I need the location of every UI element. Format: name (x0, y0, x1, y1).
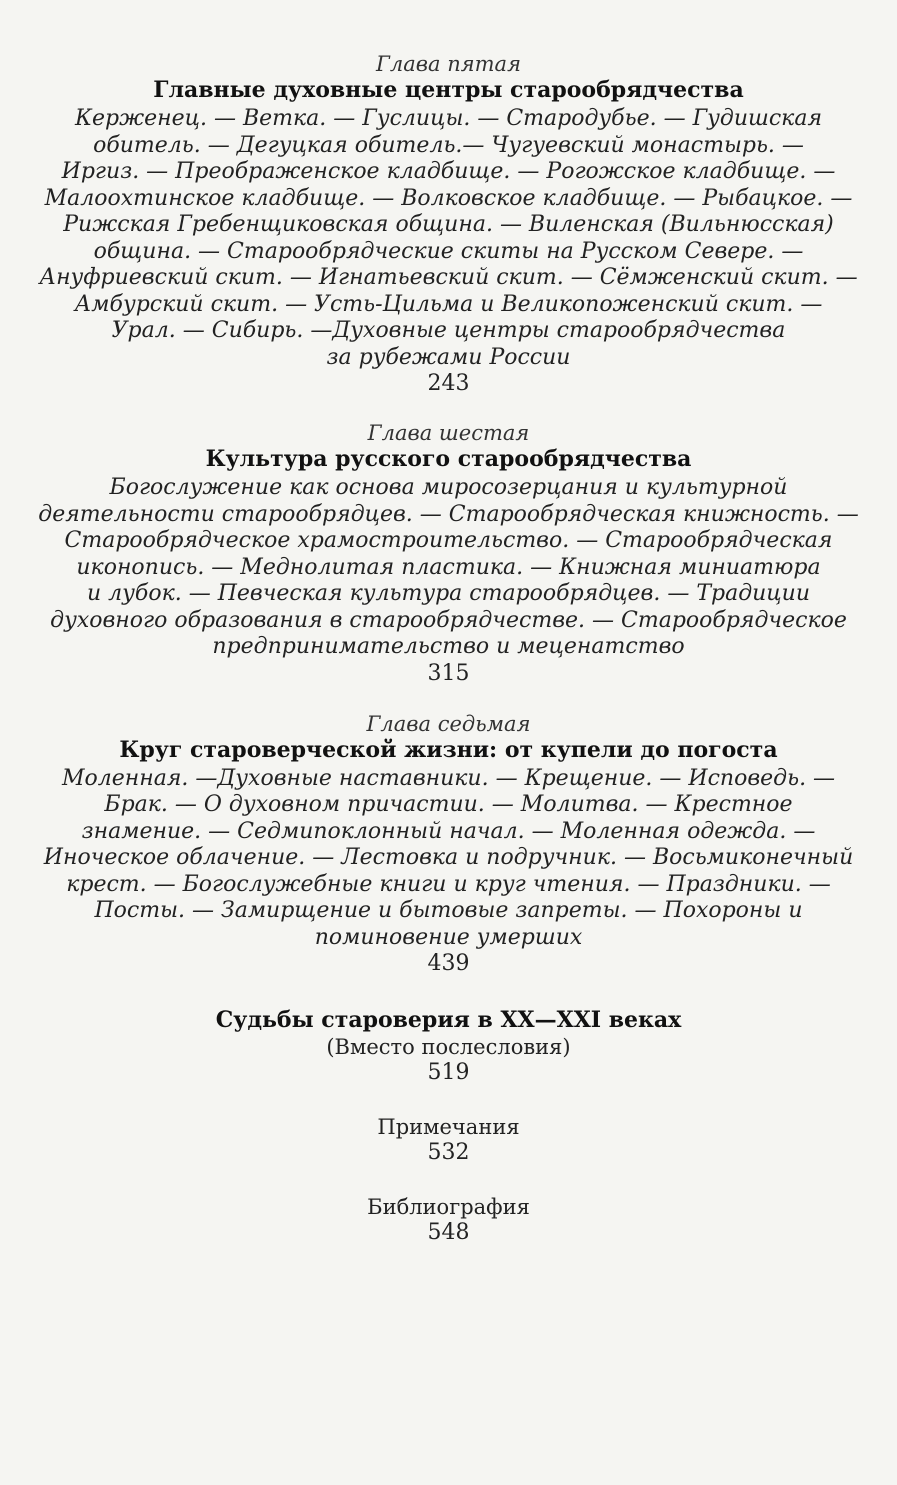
contents-line: Амбурский скит. — Усть-Цильма и Великопоженский скит. — (74, 291, 823, 317)
contents-line: община. — Старообрядческие скиты на Русском Севере. — (93, 238, 804, 264)
contents-line: Брак. — О духовном причастии. — Молитва. — Крестное (104, 792, 793, 817)
contents-line: Ануфриевский скит. — Игнатьевский скит. — Сёмженский скит. — (39, 265, 858, 290)
page-number: 548 (427, 1220, 470, 1245)
chapter-title: Главные духовные центры старообрядчества (153, 77, 744, 103)
contents-line: Старообрядческое храмостроительство. — Старообрядческая (64, 528, 833, 553)
contents-line: крест. — Богослужебные книги и круг чтения. — Праздники. — (66, 871, 831, 897)
chapter-contents (0, 475, 897, 661)
toc-chapter-6 (0, 421, 897, 687)
contents-line: Богослужение как основа миросозерцания и культурной (109, 475, 788, 500)
page-number: 243 (427, 371, 470, 396)
contents-line: поминовение умерших (314, 924, 583, 950)
contents-line: Моленная. —Духовные наставники. — Крещение. — Исповедь. — (61, 765, 836, 791)
page-number: 519 (427, 1060, 470, 1085)
contents-line: деятельности старообрядцев. — Старообрядческая книжность. — (38, 501, 859, 527)
page-number: 315 (427, 660, 470, 686)
contents-line: обитель. — Дегуцкая обитель.— Чугуевский монастырь. — (93, 132, 804, 158)
contents-line: Иноческое облачение. — Лестовка и подручник. — Восьмиконечный (43, 845, 854, 870)
contents-line: Малоохтинское кладбище. — Волковское кладбище. — Рыбацкое. — (44, 185, 853, 211)
contents-line: Урал. — Сибирь. —Духовные центры старообрядчества (111, 318, 786, 343)
contents-line: иконопись. — Меднолитая пластика. — Книжная миниатюра (76, 554, 821, 580)
contents-line: духовного образования в старообрядчестве. — Старообрядческое (50, 607, 847, 633)
chapter-title: Культура русского старообрядчества (205, 446, 692, 472)
chapter-label: Глава шестая (367, 421, 530, 445)
contents-line: за рубежами России (326, 344, 571, 370)
epilogue-subtitle: (Вместо послесловия) (326, 1035, 571, 1059)
contents-line: Посты. — Замирщение и бытовые запреты. — Похороны и (94, 898, 803, 923)
chapter-contents (0, 106, 897, 371)
contents-line: предпринимательство и меценатство (212, 634, 685, 659)
notes-label: Примечания (377, 1115, 520, 1139)
toc-epilogue (0, 1006, 897, 1086)
toc-notes (0, 1114, 897, 1166)
toc-chapter-7 (0, 712, 897, 978)
page-number: 439 (427, 951, 470, 976)
chapter-title: Круг староверческой жизни: от купели до погоста (119, 736, 778, 763)
chapter-label: Глава седьмая (366, 711, 531, 736)
toc-bibliography (0, 1194, 897, 1246)
contents-line: Керженец. — Ветка. — Гуслицы. — Стародубье. — Гудишская (74, 106, 823, 131)
toc-chapter-5 (0, 52, 897, 397)
contents-line: Рижская Гребенщиковская община. — Виленская (Вильнюсская) (63, 212, 834, 237)
contents-line: и лубок. — Певческая культура старообрядцев. — Традиции (87, 581, 810, 606)
contents-line: знамение. — Седмипоклонный начал. — Моленная одежда. — (81, 818, 816, 844)
contents-line: Иргиз. — Преображенское кладбище. — Рогожское кладбище. — (61, 159, 836, 184)
bibliography-label: Библиография (367, 1195, 530, 1219)
epilogue-title: Судьбы староверия в XX—XXI веках (215, 1007, 682, 1033)
page-number: 532 (427, 1140, 470, 1165)
chapter-contents (0, 766, 897, 952)
chapter-label: Глава пятая (376, 52, 521, 76)
